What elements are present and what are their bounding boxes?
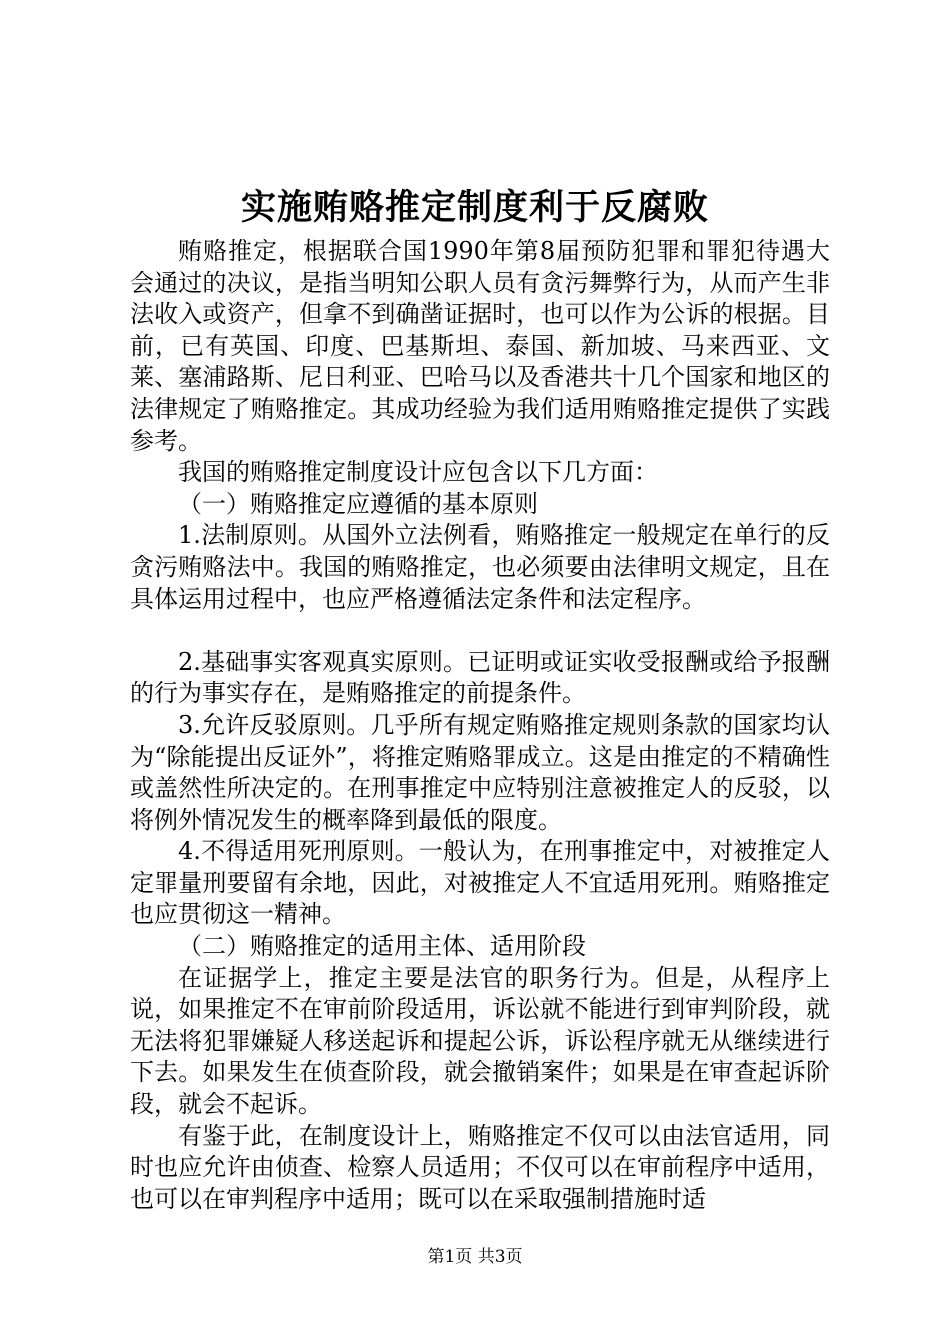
page-number-footer: 第1页 共3页 <box>427 1247 523 1267</box>
paragraph-evidence-theory: 在证据学上，推定主要是法官的职务行为。但是，从程序上说，如果推定不在审前阶段适用，诉讼就不能进行到审判阶段，就无法将犯罪嫌疑人移送起诉和提起公诉，诉讼程序就无从继续进行下去。如果发生在侦查阶段，就会撤销案件；如果是在审查起诉阶段，就会不起诉。 <box>130 963 830 1119</box>
section-heading-subjects-stages: （二）贿赂推定的适用主体、适用阶段 <box>178 932 586 961</box>
paragraph-principle-2: 2.基础事实客观真实原则。已证明或证实收受报酬或给予报酬的行为事实存在，是贿赂推定的前提条件。 <box>130 647 830 708</box>
section-heading-principles: （一）贿赂推定应遵循的基本原则 <box>178 489 538 518</box>
paragraph-system-design: 有鉴于此，在制度设计上，贿赂推定不仅可以由法官适用，同时也应允许由侦查、检察人员适用；不仅可以在审前程序中适用，也可以在审判程序中适用；既可以在采取强制措施时适 <box>130 1121 830 1213</box>
paragraph-intro: 贿赂推定，根据联合国1990年第8届预防犯罪和罪犯待遇大会通过的决议，是指当明知公职人员有贪污舞弊行为，从而产生非法收入或资产，但拿不到确凿证据时，也可以作为公诉的根据。目前，已有英国、印度、巴基斯坦、泰国、新加坡、马来西亚、文莱、塞浦路斯、尼日利亚、巴哈马以及香港共十几个国家和地区的法律规定了贿赂推定。其成功经验为我们适用贿赂推定提供了实践参考。 <box>130 237 830 455</box>
paragraph-principle-3: 3.允许反驳原则。几乎所有规定贿赂推定规则条款的国家均认为“除能提出反证外”，将推定贿赂罪成立。这是由推定的不精确性或盖然性所决定的。在刑事推定中应特别注意被推定人的反驳，以将例外情况发生的概率降到最低的限度。 <box>130 710 830 834</box>
paragraph-design-overview: 我国的贿赂推定制度设计应包含以下几方面： <box>178 458 658 487</box>
paragraph-principle-4: 4.不得适用死刑原则。一般认为，在刑事推定中，对被推定人定罪量刑要留有余地，因此，对被推定人不宜适用死刑。贿赂推定也应贯彻这一精神。 <box>130 837 830 929</box>
document-title: 实施贿赂推定制度利于反腐败 <box>240 187 709 228</box>
document-body <box>130 236 830 1215</box>
paragraph-principle-1: 1.法制原则。从国外立法例看，贿赂推定一般规定在单行的反贪污贿赂法中。我国的贿赂推定，也必须要由法律明文规定，且在具体运用过程中，也应严格遵循法定条件和法定程序。 <box>130 521 830 613</box>
